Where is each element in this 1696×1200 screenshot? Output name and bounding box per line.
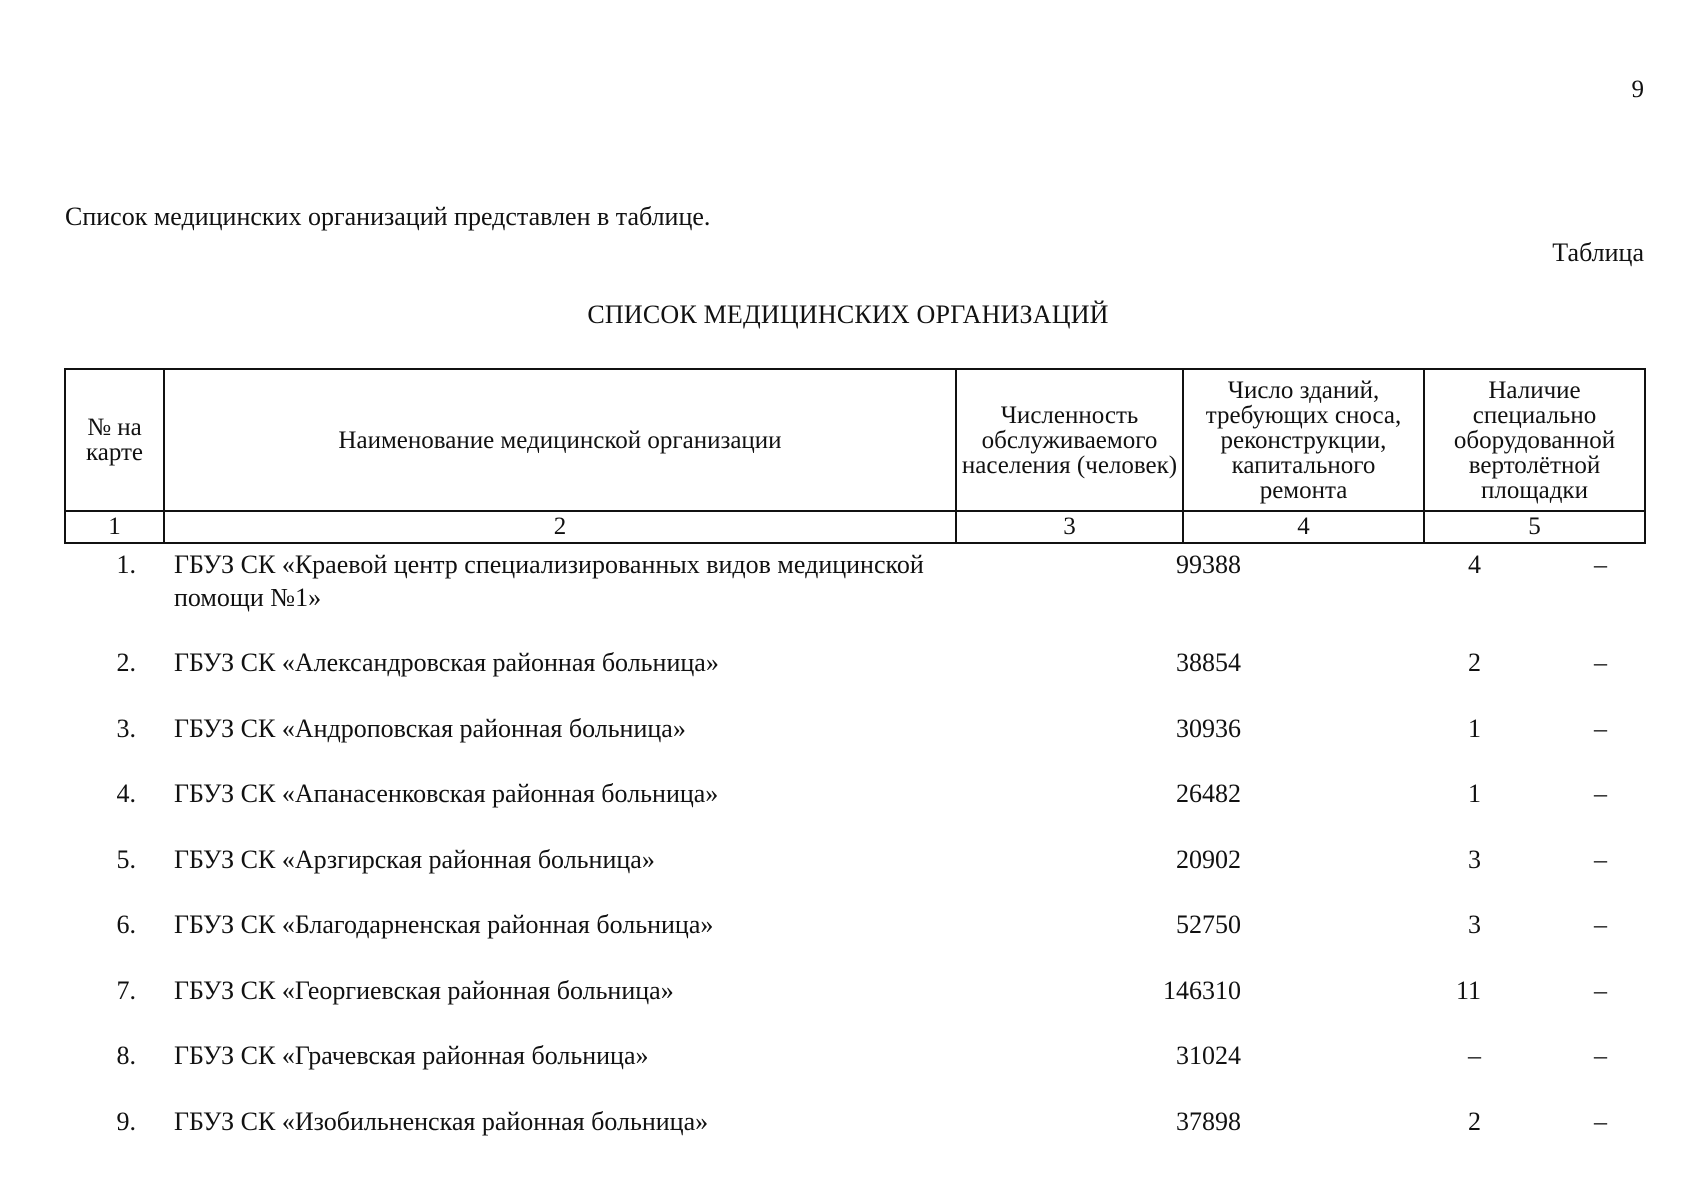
row-number: 5. [116,844,136,874]
table-row [64,777,1644,843]
buildings-value: 2 [1468,648,1481,677]
buildings-value: – [1468,1041,1481,1070]
column-numbers-row [65,511,1645,543]
organizations-table-header [64,368,1646,544]
population-value: 37898 [1176,1106,1241,1136]
column-header-organization-name: Наименование медицинской организации [164,369,956,511]
column-header-buildings: Число зданий, требующих сноса, реконструкции, капитального ремонта [1183,369,1424,511]
organization-name: ГБУЗ СК «Изобильненская районная больница» [174,1106,709,1136]
column-number: 5 [1424,511,1645,543]
table-row [64,712,1644,778]
row-number: 2. [116,648,136,677]
population-value: 30936 [1176,713,1241,743]
row-number: 8. [116,1041,136,1070]
helipad-value: – [1594,1106,1607,1136]
population-value: 52750 [1176,910,1241,939]
column-number: 3 [956,511,1183,543]
column-number: 4 [1183,511,1424,543]
organization-name: ГБУЗ СК «Георгиевская районная больница» [174,975,674,1005]
population-value: 31024 [1176,1041,1241,1070]
column-headers-row [65,369,1645,511]
helipad-value: – [1594,844,1607,874]
table-row [64,1105,1644,1171]
row-number: 1. [116,550,136,579]
intro-text: Список медицинских организаций представлен в таблице. [65,202,711,231]
organization-name: ГБУЗ СК «Краевой центр специализированных видов медицинской помощи №1» [174,550,924,612]
buildings-value: 1 [1468,779,1481,808]
table-row [64,1039,1644,1105]
row-number: 9. [116,1106,136,1136]
population-value: 146310 [1163,975,1241,1005]
page-number: 9 [1631,76,1644,103]
organization-name: ГБУЗ СК «Благодарненская районная больница» [174,910,714,939]
organizations-table-body [64,548,1644,1170]
helipad-value: – [1594,1041,1607,1070]
table-title: СПИСОК МЕДИЦИНСКИХ ОРГАНИЗАЦИЙ [587,300,1109,329]
table-caption: Таблица [1552,238,1644,267]
row-number: 3. [116,713,136,743]
helipad-value: – [1594,550,1607,579]
population-value: 38854 [1176,648,1241,677]
row-number: 7. [116,975,136,1005]
column-header-helipad: Наличие специально оборудованной вертолётной площадки [1424,369,1645,511]
buildings-value: 3 [1468,910,1481,939]
organization-name: ГБУЗ СК «Александровская районная больница» [174,648,719,677]
population-value: 26482 [1176,779,1241,808]
organization-name: ГБУЗ СК «Апанасенковская районная больница» [174,779,719,808]
buildings-value: 3 [1468,844,1481,874]
buildings-value: 1 [1468,713,1481,743]
helipad-value: – [1594,713,1607,743]
table-row [64,843,1644,909]
buildings-value: 2 [1468,1106,1481,1136]
column-header-population: Численность обслуживаемого населения (человек) [956,369,1183,511]
helipad-value: – [1594,648,1607,677]
column-number: 2 [164,511,956,543]
table-row [64,974,1644,1040]
row-number: 4. [116,779,136,808]
column-number: 1 [65,511,164,543]
column-header-map-number: № на карте [65,369,164,511]
table-row [64,646,1644,712]
table-row [64,908,1644,974]
organization-name: ГБУЗ СК «Андроповская районная больница» [174,713,686,743]
population-value: 99388 [1176,550,1241,579]
population-value: 20902 [1176,844,1241,874]
helipad-value: – [1594,910,1607,939]
organization-name: ГБУЗ СК «Грачевская районная больница» [174,1041,649,1070]
row-number: 6. [116,910,136,939]
helipad-value: – [1594,975,1607,1005]
helipad-value: – [1594,779,1607,808]
buildings-value: 4 [1468,550,1481,579]
organization-name: ГБУЗ СК «Арзгирская районная больница» [174,844,655,874]
buildings-value: 11 [1455,975,1481,1005]
table-row [64,548,1644,646]
